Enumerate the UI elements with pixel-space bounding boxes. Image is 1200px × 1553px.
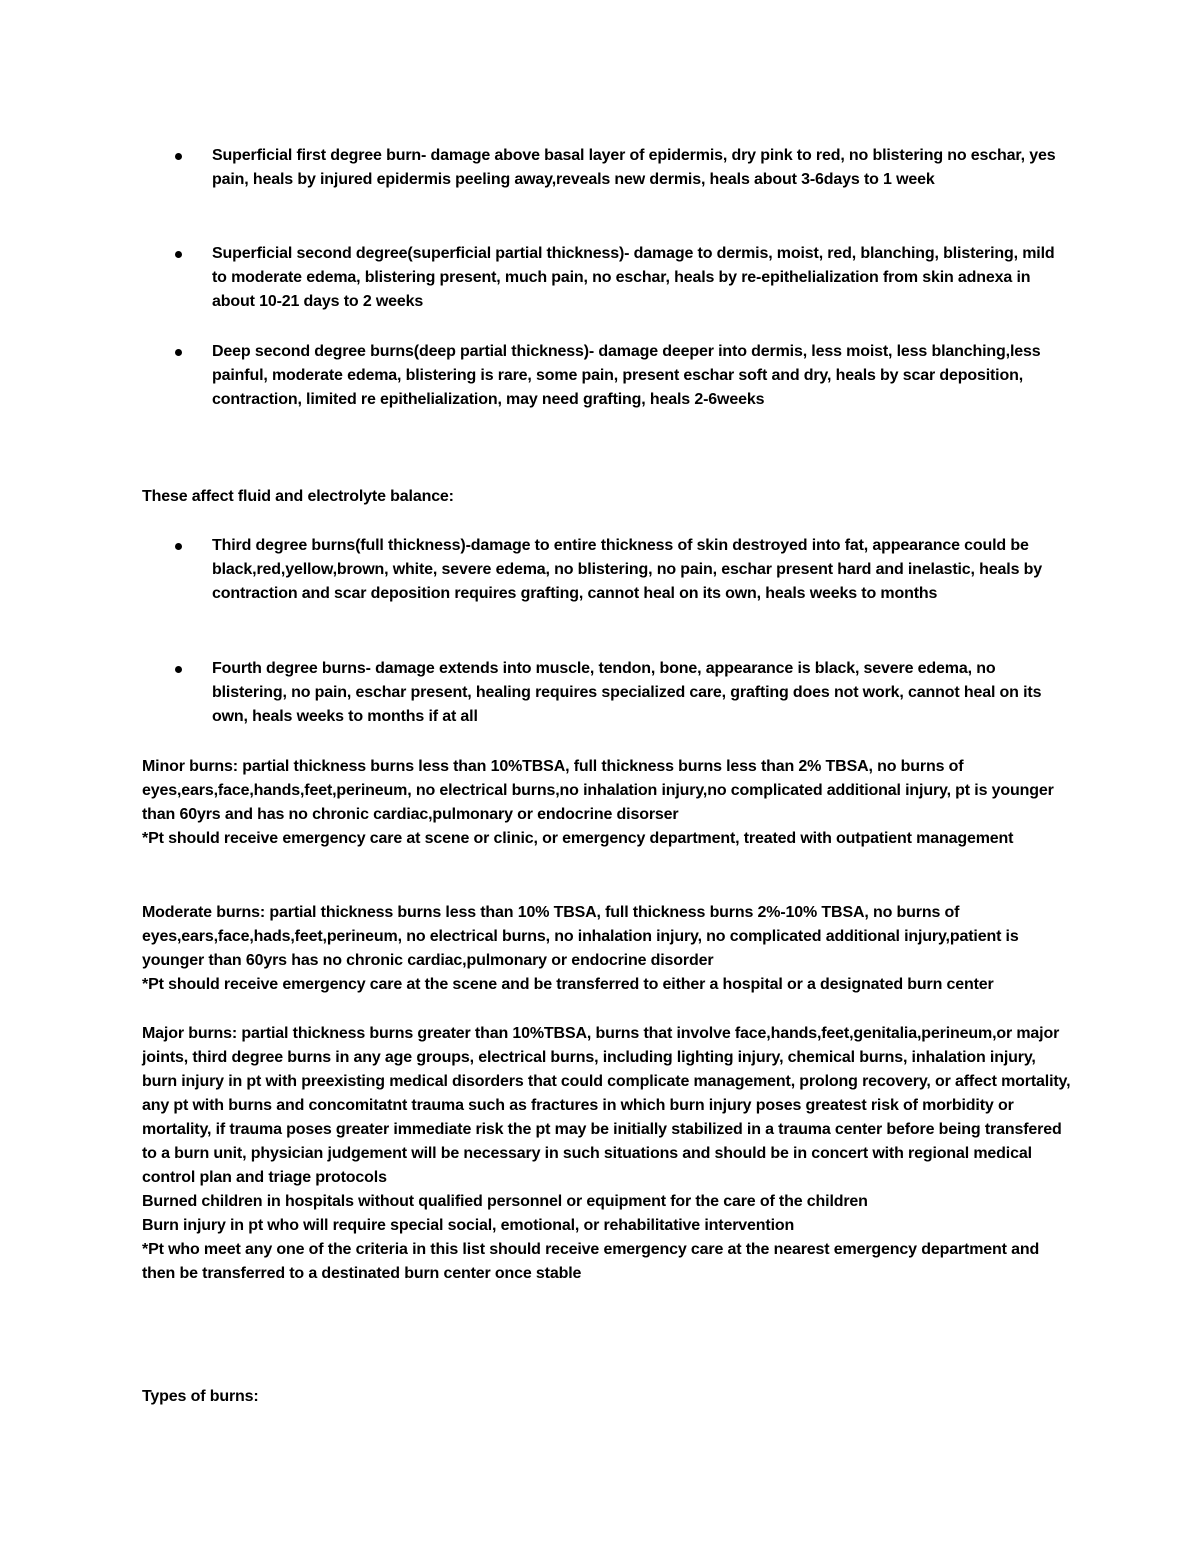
major-burns-section (142, 1022, 1072, 1286)
list-item-text: Deep second degree burns(deep partial thickness)- damage deeper into dermis, less moist, less blanching,less painful, moderate edema, blistering is rare, some pain, present eschar soft and dry, heals by scar deposition, contraction, limited re epithelialization, may need grafting, heals 2-6weeks (212, 343, 1041, 408)
bullet-icon (175, 251, 182, 258)
list-item-fourth-degree (212, 657, 1072, 729)
list-item-text: Superficial second degree(superficial partial thickness)- damage to dermis, moist, red, blanching, blistering, mild to moderate edema, blistering present, much pain, no eschar, heals by re-epithelialization from skin adnexa in about 10-21 days to 2 weeks (212, 245, 1055, 310)
list-item-superficial-second (212, 242, 1072, 314)
major-burns-children: Burned children in hospitals without qualified personnel or equipment for the care of the children (142, 1193, 868, 1210)
major-burns-note: *Pt who meet any one of the criteria in this list should receive emergency care at the nearest emergency department and then be transferred to a destinated burn center once stable (142, 1241, 1040, 1282)
list-item-third-degree (212, 534, 1072, 606)
moderate-burns-section (142, 901, 1072, 997)
minor-burns-section (142, 755, 1072, 851)
bullet-icon (175, 349, 182, 356)
list-item-deep-second (212, 340, 1072, 412)
major-burns-special: Burn injury in pt who will require special social, emotional, or rehabilitative intervention (142, 1217, 795, 1234)
bullet-icon (175, 543, 182, 550)
fluid-electrolyte-heading: These affect fluid and electrolyte balance: (142, 488, 454, 505)
list-item-text: Fourth degree burns- damage extends into muscle, tendon, bone, appearance is black, severe edema, no blistering, no pain, eschar present, healing requires specialized care, grafting does not work, cannot heal on its own, heals weeks to months if at all (212, 660, 1042, 725)
major-burns-text: Major burns: partial thickness burns greater than 10%TBSA, burns that involve face,hands,feet,genitalia,perineum,or major joints, third degree burns in any age groups, electrical burns, including lighting injury, chemical burns, inhalation injury, burn injury in pt with preexisting medical disorders that could complicate management, prolong recovery, or affect mortality, any pt with burns and concomitatnt trauma such as fractures in which burn injury poses greatest risk of morbidity or mortality, if trauma poses greater immediate risk the pt may be initially stabilized in a trauma center before being transfered to a burn unit, physician judgement will be necessary in such situations and should be in concert with regional medical control plan and triage protocols (142, 1025, 1071, 1186)
list-item-superficial-first (212, 144, 1072, 192)
types-of-burns-heading: Types of burns: (142, 1388, 259, 1405)
minor-burns-note: *Pt should receive emergency care at scene or clinic, or emergency department, treated with outpatient management (142, 830, 1014, 847)
bullet-icon (175, 666, 182, 673)
list-item-text: Superficial first degree burn- damage above basal layer of epidermis, dry pink to red, no blistering no eschar, yes pain, heals by injured epidermis peeling away,reveals new dermis, heals about 3-6days to 1 week (212, 147, 1056, 188)
minor-burns-text: Minor burns: partial thickness burns less than 10%TBSA, full thickness burns less than 2% TBSA, no burns of eyes,ears,face,hands,feet,perineum, no electrical burns,no inhalation injury,no complicated additional injury, pt is younger than 60yrs and has no chronic cardiac,pulmonary or endocrine disorser (142, 758, 1054, 823)
list-item-text: Third degree burns(full thickness)-damage to entire thickness of skin destroyed into fat, appearance could be black,red,yellow,brown, white, severe edema, no blistering, no pain, eschar present hard and inelastic, heals by contraction and scar deposition requires grafting, cannot heal on its own, heals weeks to months (212, 537, 1042, 602)
moderate-burns-text: Moderate burns: partial thickness burns less than 10% TBSA, full thickness burns 2%-10% TBSA, no burns of eyes,ears,face,hads,feet,perineum, no electrical burns, no inhalation injury, no complicated additional injury,patient is younger than 60yrs has no chronic cardiac,pulmonary or endocrine disorder (142, 904, 1019, 969)
moderate-burns-note: *Pt should receive emergency care at the scene and be transferred to either a hospital or a designated burn center (142, 976, 994, 993)
bullet-icon (175, 153, 182, 160)
